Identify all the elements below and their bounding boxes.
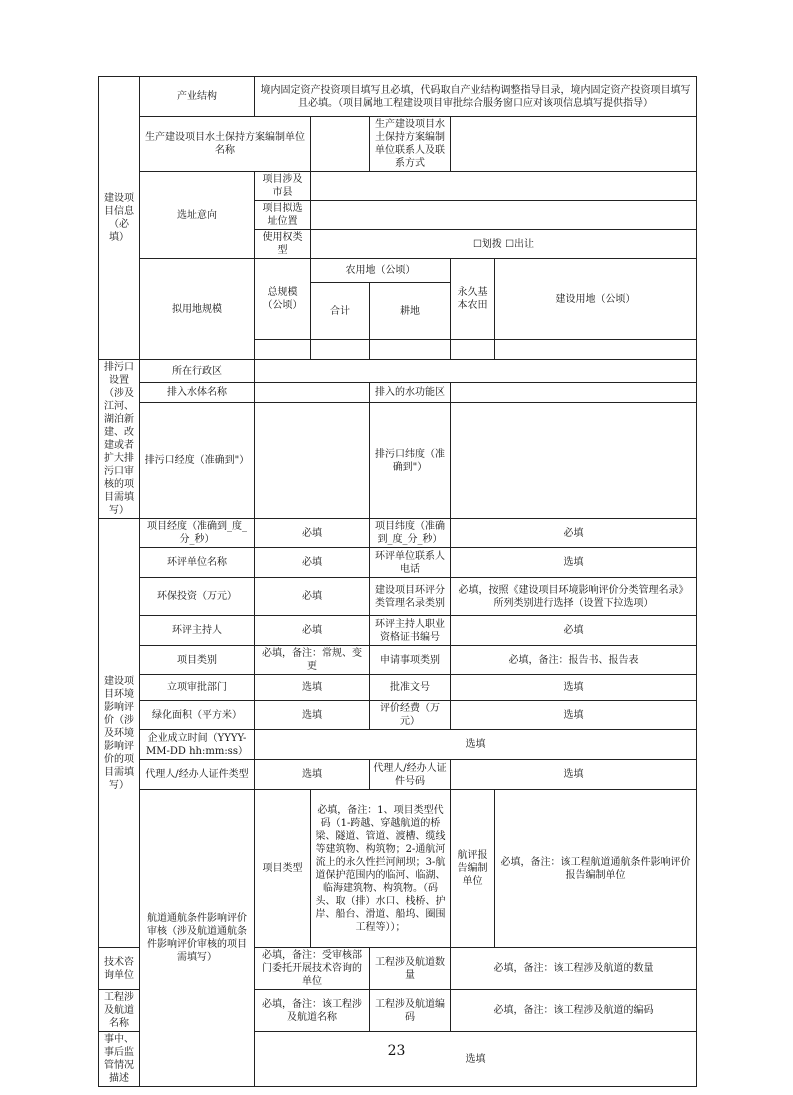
proj-lat-value[interactable]: 必填 bbox=[451, 519, 697, 548]
district-label: 所在行政区 bbox=[140, 360, 255, 383]
site-label: 选址意向 bbox=[140, 172, 255, 259]
industry-note: 境内固定资产投资项目填写且必填，代码取自产业结构调整指导目录，境内固定资产投资项目填写且必填。（项目属地工程建设项目审批综合服务窗口应对该项信息填写提供指导） bbox=[255, 77, 697, 117]
approval-dept-value[interactable]: 选填 bbox=[255, 675, 370, 701]
function-zone-value[interactable] bbox=[451, 383, 697, 403]
section-navigation: 航道通航条件影响评价审核（涉及航道通航条件影响评价审核的项目需填写） bbox=[140, 790, 255, 1087]
green-area-label: 绿化面积（平方米） bbox=[140, 701, 255, 730]
channel-code-label: 工程涉及航道编码 bbox=[370, 990, 451, 1032]
host-value[interactable]: 必填 bbox=[255, 616, 370, 646]
report-unit-label: 航评报告编制单位 bbox=[451, 790, 495, 948]
unit-name-label: 环评单位名称 bbox=[140, 548, 255, 578]
host-cert-label: 环评主持人职业资格证书编号 bbox=[370, 616, 451, 646]
proj-type-value[interactable]: 必填，备注：常规、变更 bbox=[255, 646, 370, 675]
host-label: 环评主持人 bbox=[140, 616, 255, 646]
nav-proj-type-value[interactable]: 必填，备注：1、项目类型代码（1-跨越、穿越航道的桥梁、隧道、管道、渡槽、缆线等建筑物、构筑物；2-通航河流上的永久性拦河闸坝；3-航道保护范围内的临河、临湖、临海建筑物、构筑物。（码头、取（排）水口、栈桥、护岸、船台、滑道、船坞、圈围工程等））； bbox=[311, 790, 451, 948]
land-scale-label: 拟用地规模 bbox=[140, 259, 255, 360]
consult-unit-label: 技术咨询单位 bbox=[99, 948, 140, 990]
approval-no-value[interactable]: 选填 bbox=[451, 675, 697, 701]
cultivated-value[interactable] bbox=[370, 340, 451, 360]
district-value[interactable] bbox=[255, 360, 697, 383]
outfall-latitude-label: 排污口纬度（准确到"） bbox=[370, 403, 451, 519]
form-table bbox=[98, 76, 697, 1087]
basic-farmland-header: 永久基本农田 bbox=[451, 259, 495, 340]
eval-fee-value[interactable]: 选填 bbox=[451, 701, 697, 730]
section-eia: 建设项目环境影响评价（涉及环境影响评价的项目需填写） bbox=[99, 519, 140, 948]
outfall-latitude-value[interactable] bbox=[451, 403, 697, 519]
water-body-value[interactable] bbox=[255, 383, 370, 403]
construction-land-header: 建设用地（公顷） bbox=[495, 259, 697, 340]
investment-value[interactable]: 必填 bbox=[255, 578, 370, 616]
outfall-longitude-label: 排污口经度（准确到"） bbox=[140, 403, 255, 519]
agent-cert-type-label: 代理人/经办人证件类型 bbox=[140, 760, 255, 790]
site-location-label: 项目拟选址位置 bbox=[255, 201, 311, 230]
channel-count-label: 工程涉及航道数量 bbox=[370, 948, 451, 990]
apply-type-value[interactable]: 必填，备注：报告书、报告表 bbox=[451, 646, 697, 675]
founded-value[interactable]: 选填 bbox=[255, 730, 697, 760]
unit-name-value[interactable]: 必填 bbox=[255, 548, 370, 578]
site-city-value[interactable] bbox=[311, 172, 697, 201]
nav-proj-type-label: 项目类型 bbox=[255, 790, 311, 948]
subtotal-value[interactable] bbox=[311, 340, 370, 360]
function-zone-label: 排入的水功能区 bbox=[370, 383, 451, 403]
unit-contact-value[interactable]: 选填 bbox=[451, 548, 697, 578]
subtotal-header: 合计 bbox=[311, 283, 370, 340]
proj-lon-label: 项目经度（准确到_度_分_秒） bbox=[140, 519, 255, 548]
construction-land-value[interactable] bbox=[495, 340, 697, 360]
channel-count-value[interactable]: 必填，备注：该工程涉及航道的数量 bbox=[451, 948, 697, 990]
total-scale-value[interactable] bbox=[255, 340, 311, 360]
host-cert-value[interactable]: 必填 bbox=[451, 616, 697, 646]
page-number: 23 bbox=[387, 1043, 406, 1059]
supervision-value[interactable]: 选填 bbox=[255, 1032, 697, 1087]
proj-type-label: 项目类别 bbox=[140, 646, 255, 675]
right-type-label: 使用权类型 bbox=[255, 230, 311, 259]
right-type-options[interactable]: ☐划拨 ☐出让 bbox=[311, 230, 697, 259]
agent-cert-no-value[interactable]: 选填 bbox=[451, 760, 697, 790]
agent-cert-no-label: 代理人/经办人证件号码 bbox=[370, 760, 451, 790]
category-label: 建设项目环评分类管理名录类别 bbox=[370, 578, 451, 616]
section-outfall: 排污口设置（涉及江河、湖泊新建、改建或者扩大排污口审核的项目需填写） bbox=[99, 360, 140, 519]
soil-contact-value[interactable] bbox=[451, 117, 697, 172]
channel-name-label: 工程涉及航道名称 bbox=[99, 990, 140, 1032]
section-construction: 建设项目信息（必填） bbox=[99, 77, 140, 360]
cultivated-header: 耕地 bbox=[370, 283, 451, 340]
consult-unit-value[interactable]: 必填，备注：受审核部门委托开展技术咨询的单位 bbox=[255, 948, 370, 990]
channel-name-value[interactable]: 必填，备注：该工程涉及航道名称 bbox=[255, 990, 370, 1032]
site-location-value[interactable] bbox=[311, 201, 697, 230]
soil-contact-label: 生产建设项目水土保持方案编制单位联系人及联系方式 bbox=[370, 117, 451, 172]
industry-label: 产业结构 bbox=[140, 77, 255, 117]
eval-fee-label: 评价经费（万元） bbox=[370, 701, 451, 730]
agri-land-header: 农用地（公顷） bbox=[311, 259, 451, 283]
approval-dept-label: 立项审批部门 bbox=[140, 675, 255, 701]
water-body-label: 排入水体名称 bbox=[140, 383, 255, 403]
agent-cert-type-value[interactable]: 选填 bbox=[255, 760, 370, 790]
soil-unit-value[interactable] bbox=[311, 117, 370, 172]
investment-label: 环保投资（万元） bbox=[140, 578, 255, 616]
basic-farmland-value[interactable] bbox=[451, 340, 495, 360]
green-area-value[interactable]: 选填 bbox=[255, 701, 370, 730]
total-scale-header: 总规模（公顷） bbox=[255, 259, 311, 340]
proj-lon-value[interactable]: 必填 bbox=[255, 519, 370, 548]
approval-no-label: 批准文号 bbox=[370, 675, 451, 701]
outfall-longitude-value[interactable] bbox=[255, 403, 370, 519]
apply-type-label: 申请事项类别 bbox=[370, 646, 451, 675]
report-unit-value[interactable]: 必填，备注：该工程航道通航条件影响评价报告编制单位 bbox=[495, 790, 697, 948]
channel-code-value[interactable]: 必填，备注：该工程涉及航道的编码 bbox=[451, 990, 697, 1032]
site-city-label: 项目涉及市县 bbox=[255, 172, 311, 201]
supervision-label: 事中、事后监管情况描述 bbox=[99, 1032, 140, 1087]
unit-contact-label: 环评单位联系人电话 bbox=[370, 548, 451, 578]
founded-label: 企业成立时间（YYYY-MM-DD hh:mm:ss） bbox=[140, 730, 255, 760]
soil-unit-label: 生产建设项目水土保持方案编制单位名称 bbox=[140, 117, 311, 172]
category-value[interactable]: 必填，按照《建设项目环境影响评价分类管理名录》所列类别进行选择（设置下拉选项） bbox=[451, 578, 697, 616]
proj-lat-label: 项目纬度（准确到_度_分_秒） bbox=[370, 519, 451, 548]
